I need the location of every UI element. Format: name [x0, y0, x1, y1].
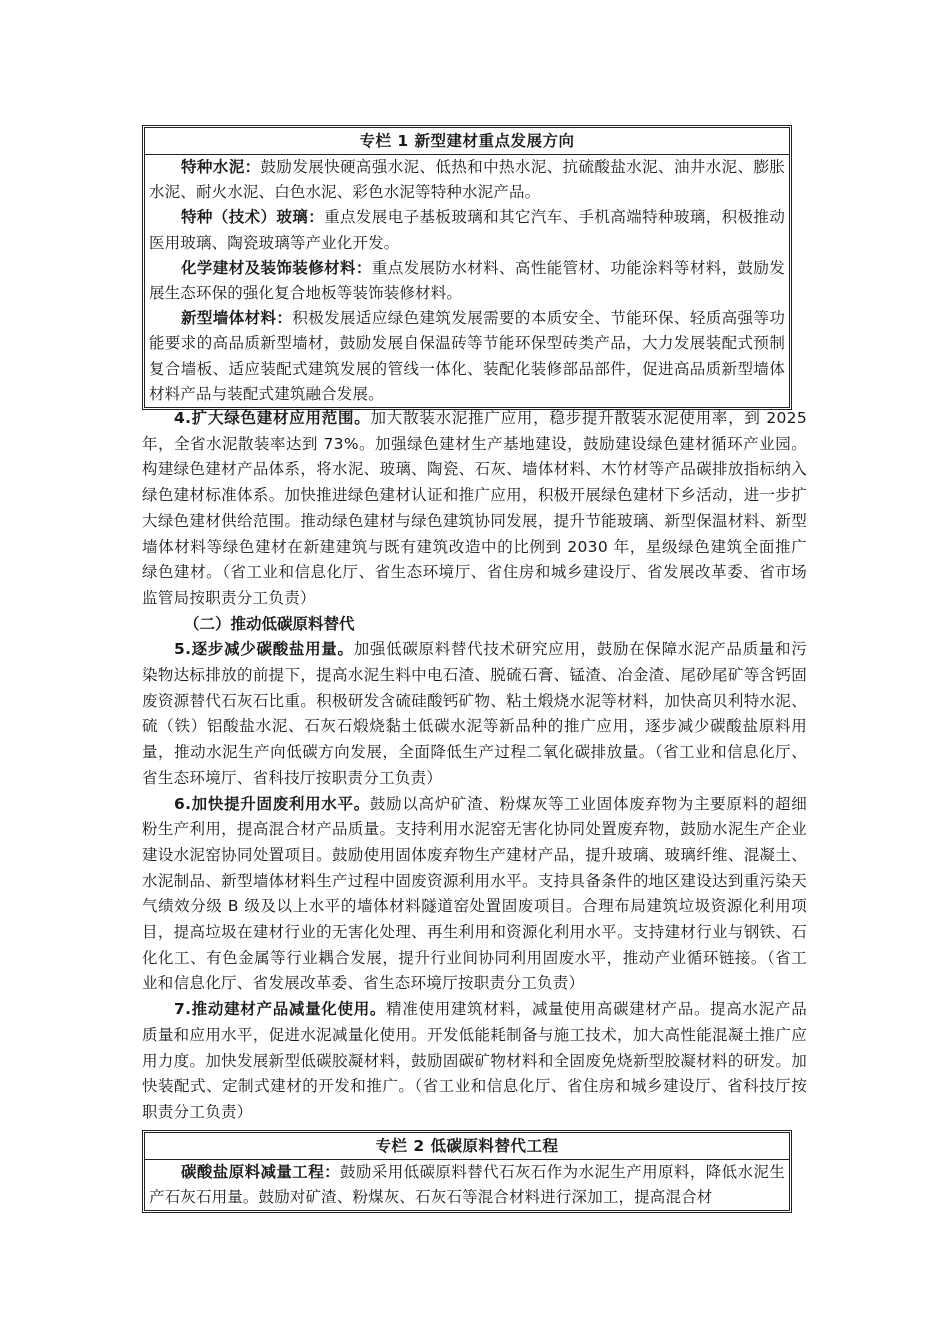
- box-2-item-carbonate: [149, 1160, 785, 1210]
- box-2-body: [145, 1160, 789, 1210]
- paragraph-heading: 4.扩大绿色建材应用范围。: [174, 409, 371, 427]
- paragraph-text: 加强低碳原料替代技术研究应用，鼓励在保障水泥产品质量和污染物达标排放的前提下，提高水泥生料中电石渣、脱硫石膏、锰渣、冶金渣、尾砂尾矿等含钙固废资源替代石灰石比重。积极研发含硫硅酸钙矿物、粘土煅烧水泥等材料，加快高贝利特水泥、硫（铁）铝酸盐水泥、石灰石煅烧黏土低碳水泥等新品种的推广应用，逐步减少碳酸盐原料用量，推动水泥生产向低碳方向发展，全面降低生产过程二氧化碳排放量。（省工业和信息化厅、省生态环境厅、省科技厅按职责分工负责）: [142, 640, 808, 787]
- paragraph-text: 加大散装水泥推广应用，稳步提升散装水泥使用率，到 2025 年，全省水泥散装率达到 73%。加强绿色建材生产基地建设，鼓励建设绿色建材循环产业园。构建绿色建材产品体系，将水泥、玻璃、陶瓷、石灰、墙体材料、木竹材等产品碳排放指标纳入绿色建材标准体系。加快推进绿色建材认证和推广应用，积极开展绿色建材下乡活动，进一步扩大绿色建材供给范围。推动绿色建材与绿色建筑协同发展，提升节能玻璃、新型保温材料、新型墙体材料等绿色建材在新建建筑与既有建筑改造中的比例到 2030 年，星级绿色建筑全面推广绿色建材。（省工业和信息化厅、省生态环境厅、省住房和城乡建设厅、省发展改革委、省市场监管局按职责分工负责）: [142, 409, 808, 607]
- box-2-title: 专栏 2 低碳原料替代工程: [145, 1133, 789, 1160]
- item-heading: 新型墙体材料：: [181, 309, 293, 328]
- item-text: 重点发展防水材料、高性能管材、功能涂料等材料，鼓励发展生态环保的强化复合地板等装饰装修材料。: [149, 258, 785, 303]
- section-heading: （二）推动低碳原料替代: [184, 614, 355, 633]
- box-1-item-chemical: [149, 256, 785, 306]
- item-text: 积极发展适应绿色建筑发展需要的本质安全、节能环保、轻质高强等功能要求的高品质新型墙材，鼓励发展自保温砖等节能环保型砖类产品，大力发展装配式预制复合墙板、适应装配式建筑发展的管线一体化、装配化装修部品部件，促进高品质新型墙体材料产品与装配式建筑融合发展。: [149, 309, 785, 403]
- item-text: 重点发展电子基板玻璃和其它汽车、手机高端特种玻璃，积极推动医用玻璃、陶瓷玻璃等产业化开发。: [149, 208, 785, 252]
- paragraph-4: [142, 406, 807, 612]
- box-1-item-cement: [149, 155, 785, 205]
- paragraph-6: [142, 792, 807, 998]
- box-1-title: 专栏 1 新型建材重点发展方向: [145, 128, 789, 155]
- paragraph-5: [142, 637, 807, 791]
- item-heading: 特种水泥：: [181, 158, 261, 176]
- box-1-item-glass: [149, 205, 785, 255]
- paragraph-heading: 7.推动建材产品减量化使用。: [174, 1000, 387, 1019]
- box-1-item-wall: [149, 306, 785, 407]
- box-column-2: [142, 1130, 792, 1213]
- item-heading: 特种（技术）玻璃：: [181, 208, 325, 227]
- box-column-1: [142, 125, 792, 410]
- item-heading: 化学建材及装饰装修材料：: [181, 258, 372, 277]
- paragraph-heading: 5.逐步减少碳酸盐用量。: [174, 640, 354, 659]
- paragraph-text: 鼓励以高炉矿渣、粉煤灰等工业固体废弃物为主要原料的超细粉生产利用，提高混合材产品质量。支持利用水泥窑无害化协同处置废弃物，鼓励水泥生产企业建设水泥窑协同处置项目。鼓励使用固体废弃物生产建材产品，提升玻璃、玻璃纤维、混凝土、水泥制品、新型墙体材料生产过程中固废资源利用水平。支持具备条件的地区建设达到重污染天气绩效分级 B 级及以上水平的墙体材料隧道窑处置固废项目。合理布局建筑垃圾资源化利用项目，提高垃圾在建材行业的无害化处理、再生利用和资源化利用水平。支持建材行业与钢铁、石化化工、有色金属等行业耦合发展，提升行业间协同利用固废水平，推动产业循环链接。（省工业和信息化厅、省发展改革委、省生态环境厅按职责分工负责）: [142, 794, 808, 993]
- main-text: [142, 406, 807, 1126]
- paragraph-7: [142, 997, 807, 1126]
- item-text: 鼓励发展快硬高强水泥、低热和中热水泥、抗硫酸盐水泥、油井水泥、膨胀水泥、耐火水泥、白色水泥、彩色水泥等特种水泥产品。: [149, 158, 785, 202]
- item-text: 鼓励采用低碳原料替代石灰石作为水泥生产用原料，降低水泥生产石灰石用量。鼓励对矿渣、粉煤灰、石灰石等混合材料进行深加工，提高混合材: [149, 1163, 785, 1207]
- box-1-body: [145, 155, 789, 407]
- paragraph-heading: 6.加快提升固废利用水平。: [174, 794, 370, 813]
- item-heading: 碳酸盐原料减量工程：: [181, 1163, 341, 1181]
- paragraph-text: 精准使用建筑材料，减量使用高碳建材产品。提高水泥产品质量和应用水平，促进水泥减量化使用。开发低能耗制备与施工技术，加大高性能混凝土推广应用力度。加快发展新型低碳胶凝材料，鼓励固碳矿物材料和全固废免烧新型胶凝材料的研发。加快装配式、定制式建材的开发和推广。（省工业和信息化厅、省住房和城乡建设厅、省科技厅按职责分工负责）: [142, 1000, 808, 1121]
